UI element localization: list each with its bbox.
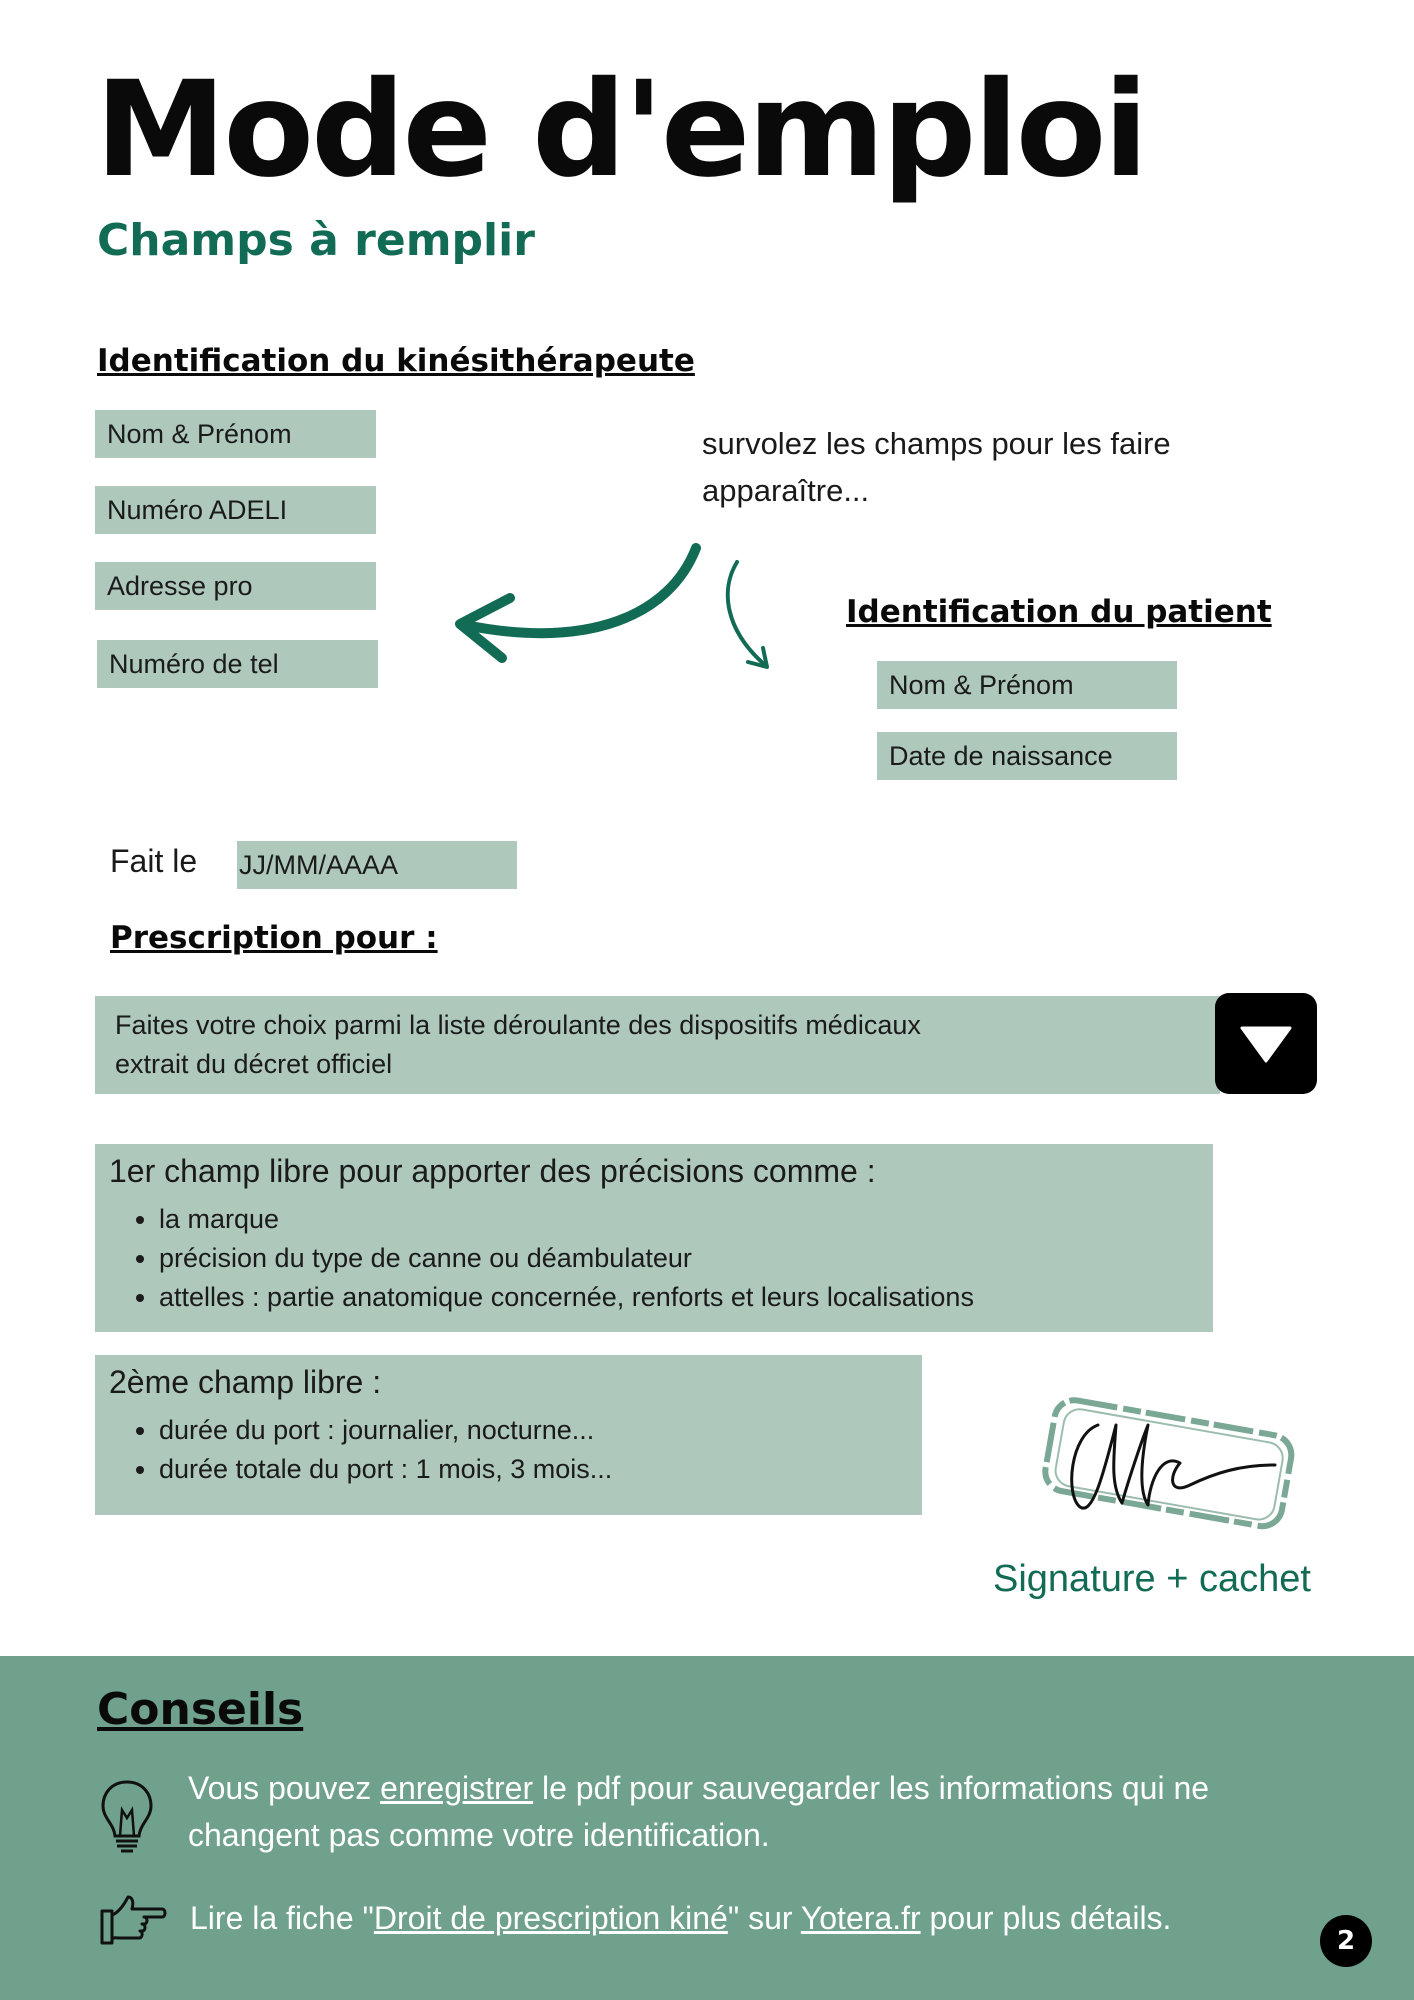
prescription-dropdown[interactable] bbox=[95, 996, 1220, 1094]
list-item: • durée du port : journalier, nocturne... bbox=[159, 1411, 908, 1450]
patient-name-field[interactable]: Nom & Prénom bbox=[877, 661, 1177, 709]
kine-adeli-field[interactable]: Numéro ADELI bbox=[95, 486, 376, 534]
kine-name-field[interactable]: Nom & Prénom bbox=[95, 410, 376, 458]
list-item: • précision du type de canne ou déambulateur bbox=[159, 1239, 1199, 1278]
tip-read bbox=[190, 1895, 1310, 1942]
list-item: • durée totale du port : 1 mois, 3 mois... bbox=[159, 1450, 908, 1489]
date-label: Fait le bbox=[110, 843, 198, 879]
left-arrow-icon bbox=[465, 548, 696, 633]
free-field-2-heading: 2ème champ libre : bbox=[109, 1364, 382, 1400]
date-field[interactable]: JJ/MM/AAAA bbox=[237, 841, 517, 889]
prescription-heading: Prescription pour : bbox=[110, 920, 438, 956]
droit-prescription-link[interactable]: Droit de prescription kiné bbox=[373, 1900, 728, 1936]
kine-address-field[interactable]: Adresse pro bbox=[95, 562, 376, 610]
signature-stamp-icon[interactable] bbox=[1030, 1385, 1305, 1545]
list-item: • attelles : partie anatomique concernée, renforts et leurs localisations bbox=[159, 1278, 1199, 1317]
tip-save-text: le pdf pour sauvegarder les informations qui ne changent pas comme votre identification. bbox=[188, 1770, 1210, 1853]
tip-read-text: " sur bbox=[727, 1900, 801, 1936]
kine-heading: Identification du kinésithérapeute bbox=[97, 343, 695, 379]
free-field-1-heading: 1er champ libre pour apporter des précisions comme : bbox=[109, 1153, 876, 1189]
tip-read-text: pour plus détails. bbox=[920, 1900, 1172, 1936]
dropdown-text-line1: Faites votre choix parmi la liste déroulante des dispositifs médicaux bbox=[115, 1010, 921, 1040]
curved-arrows bbox=[440, 540, 780, 690]
signature-caption: Signature + cachet bbox=[993, 1558, 1311, 1600]
page-number-badge: 2 bbox=[1320, 1915, 1372, 1967]
tip-read-text: Lire la fiche " bbox=[190, 1900, 374, 1936]
dropdown-toggle-button[interactable] bbox=[1215, 993, 1317, 1094]
dropdown-text-line2: extrait du décret officiel bbox=[115, 1049, 393, 1079]
patient-heading: Identification du patient bbox=[846, 594, 1272, 630]
free-field-1-list bbox=[109, 1200, 1199, 1317]
kine-phone-field[interactable]: Numéro de tel bbox=[97, 640, 378, 688]
free-field-2[interactable] bbox=[95, 1355, 922, 1515]
list-item: • la marque bbox=[159, 1200, 1199, 1239]
triangle-down-icon bbox=[1240, 1025, 1292, 1063]
page-title: Mode d'emploi bbox=[95, 53, 1146, 207]
lightbulb-icon bbox=[98, 1778, 156, 1853]
conseils-heading: Conseils bbox=[97, 1684, 304, 1735]
page-subtitle: Champs à remplir bbox=[97, 215, 535, 266]
pointing-hand-icon bbox=[98, 1893, 168, 1949]
tip-save bbox=[188, 1765, 1318, 1859]
hover-hint: survolez les champs pour les faire apparaître... bbox=[702, 426, 1171, 508]
down-arrow-icon bbox=[728, 562, 765, 665]
tip-save-text: Vous pouvez bbox=[188, 1770, 381, 1806]
free-field-1[interactable] bbox=[95, 1144, 1213, 1332]
patient-birthdate-field[interactable]: Date de naissance bbox=[877, 732, 1177, 780]
save-link[interactable]: enregistrer bbox=[380, 1770, 534, 1806]
free-field-2-list bbox=[109, 1411, 908, 1489]
yotera-link[interactable]: Yotera.fr bbox=[800, 1900, 921, 1936]
